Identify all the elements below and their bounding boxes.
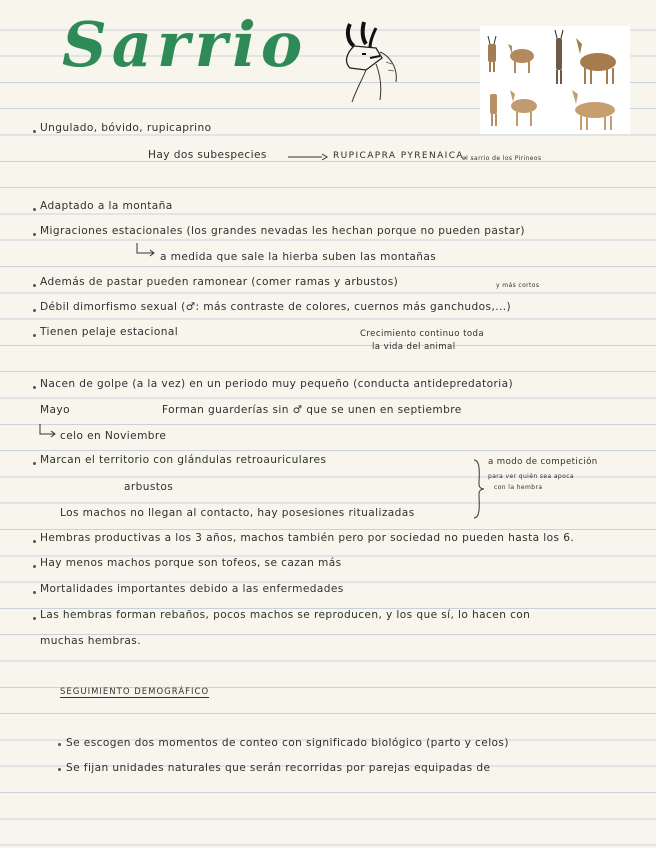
section-heading: SEGUIMIENTO DEMOGRÁFICO bbox=[60, 687, 210, 697]
note-line-3: Adaptado a la montaña bbox=[40, 200, 173, 212]
bullet-icon bbox=[33, 334, 36, 337]
arrow-turn-icon bbox=[38, 424, 60, 440]
chamois-photos-image bbox=[480, 26, 630, 134]
note-line-8c: la vida del animal bbox=[372, 342, 456, 352]
note-line-13c: con la hembra bbox=[494, 484, 543, 491]
note-line-4: Migraciones estacionales (los grandes nevadas les hechan porque no pueden pastar) bbox=[40, 225, 525, 237]
note-line-10b: Forman guarderías sin ♂ que se unen en septiembre bbox=[162, 404, 462, 416]
note-line-12b: a modo de competición bbox=[488, 457, 598, 467]
note-line-6a: Además de pastar pueden ramonear (comer ramas y arbustos) bbox=[40, 276, 399, 288]
note-line-6b: y más cortos bbox=[496, 282, 540, 289]
note-line-2c: el sarrio de los Pirineos bbox=[462, 155, 542, 162]
note-line-20: Se escogen dos momentos de conteo con significado biológico (parto y celos) bbox=[66, 737, 509, 749]
bullet-icon bbox=[33, 284, 36, 287]
note-line-14: Los machos no llegan al contacto, hay posesiones ritualizadas bbox=[60, 507, 415, 519]
bullet-icon bbox=[58, 768, 61, 771]
bullet-icon bbox=[33, 208, 36, 211]
right-brace-icon bbox=[472, 458, 486, 520]
note-line-15: Hembras productivas a los 3 años, machos también pero por sociedad no pueden hasta los 6. bbox=[40, 532, 575, 544]
bullet-icon bbox=[33, 565, 36, 568]
note-line-2b: RUPICAPRA PYRENAICA, bbox=[333, 151, 469, 161]
bullet-icon bbox=[33, 309, 36, 312]
bullet-icon bbox=[33, 617, 36, 620]
bullet-icon bbox=[33, 462, 36, 465]
arrow-right-icon bbox=[288, 152, 328, 162]
note-line-1: Ungulado, bóvido, rupicaprino bbox=[40, 122, 212, 134]
note-line-12: Marcan el territorio con glándulas retroauriculares bbox=[40, 454, 327, 466]
note-line-5: a medida que sale la hierba suben las montañas bbox=[160, 251, 437, 263]
bullet-icon bbox=[33, 591, 36, 594]
bullet-icon bbox=[58, 743, 61, 746]
note-line-13a: arbustos bbox=[124, 481, 174, 493]
note-line-8b: Crecimiento continuo toda bbox=[360, 329, 485, 339]
note-line-7: Débil dimorfismo sexual (♂: más contraste de colores, cuernos más ganchudos,...) bbox=[40, 301, 512, 313]
page-title: Sarrio bbox=[62, 8, 308, 81]
arrow-turn-icon bbox=[135, 243, 159, 259]
note-line-8a: Tienen pelaje estacional bbox=[40, 326, 179, 338]
note-line-19: muchas hembras. bbox=[40, 635, 141, 647]
chamois-head-sketch-icon bbox=[336, 18, 408, 106]
note-line-16: Hay menos machos porque son tofeos, se cazan más bbox=[40, 557, 342, 569]
note-line-2a: Hay dos subespecies bbox=[148, 149, 267, 161]
note-line-18: Las hembras forman rebaños, pocos machos se reproducen, y los que sí, lo hacen con bbox=[40, 609, 531, 621]
bullet-icon bbox=[33, 130, 36, 133]
bullet-icon bbox=[33, 540, 36, 543]
note-line-9: Nacen de golpe (a la vez) en un periodo muy pequeño (conducta antidepredatoria) bbox=[40, 378, 513, 390]
note-line-21: Se fijan unidades naturales que serán recorridas por parejas equipadas de bbox=[66, 762, 491, 774]
bullet-icon bbox=[33, 233, 36, 236]
note-line-10a: Mayo bbox=[40, 404, 70, 416]
note-line-17: Mortalidades importantes debido a las enfermedades bbox=[40, 583, 344, 595]
bullet-icon bbox=[33, 386, 36, 389]
note-line-11: celo en Noviembre bbox=[60, 430, 167, 442]
note-line-13b: para ver quién sea apoca bbox=[488, 473, 574, 480]
